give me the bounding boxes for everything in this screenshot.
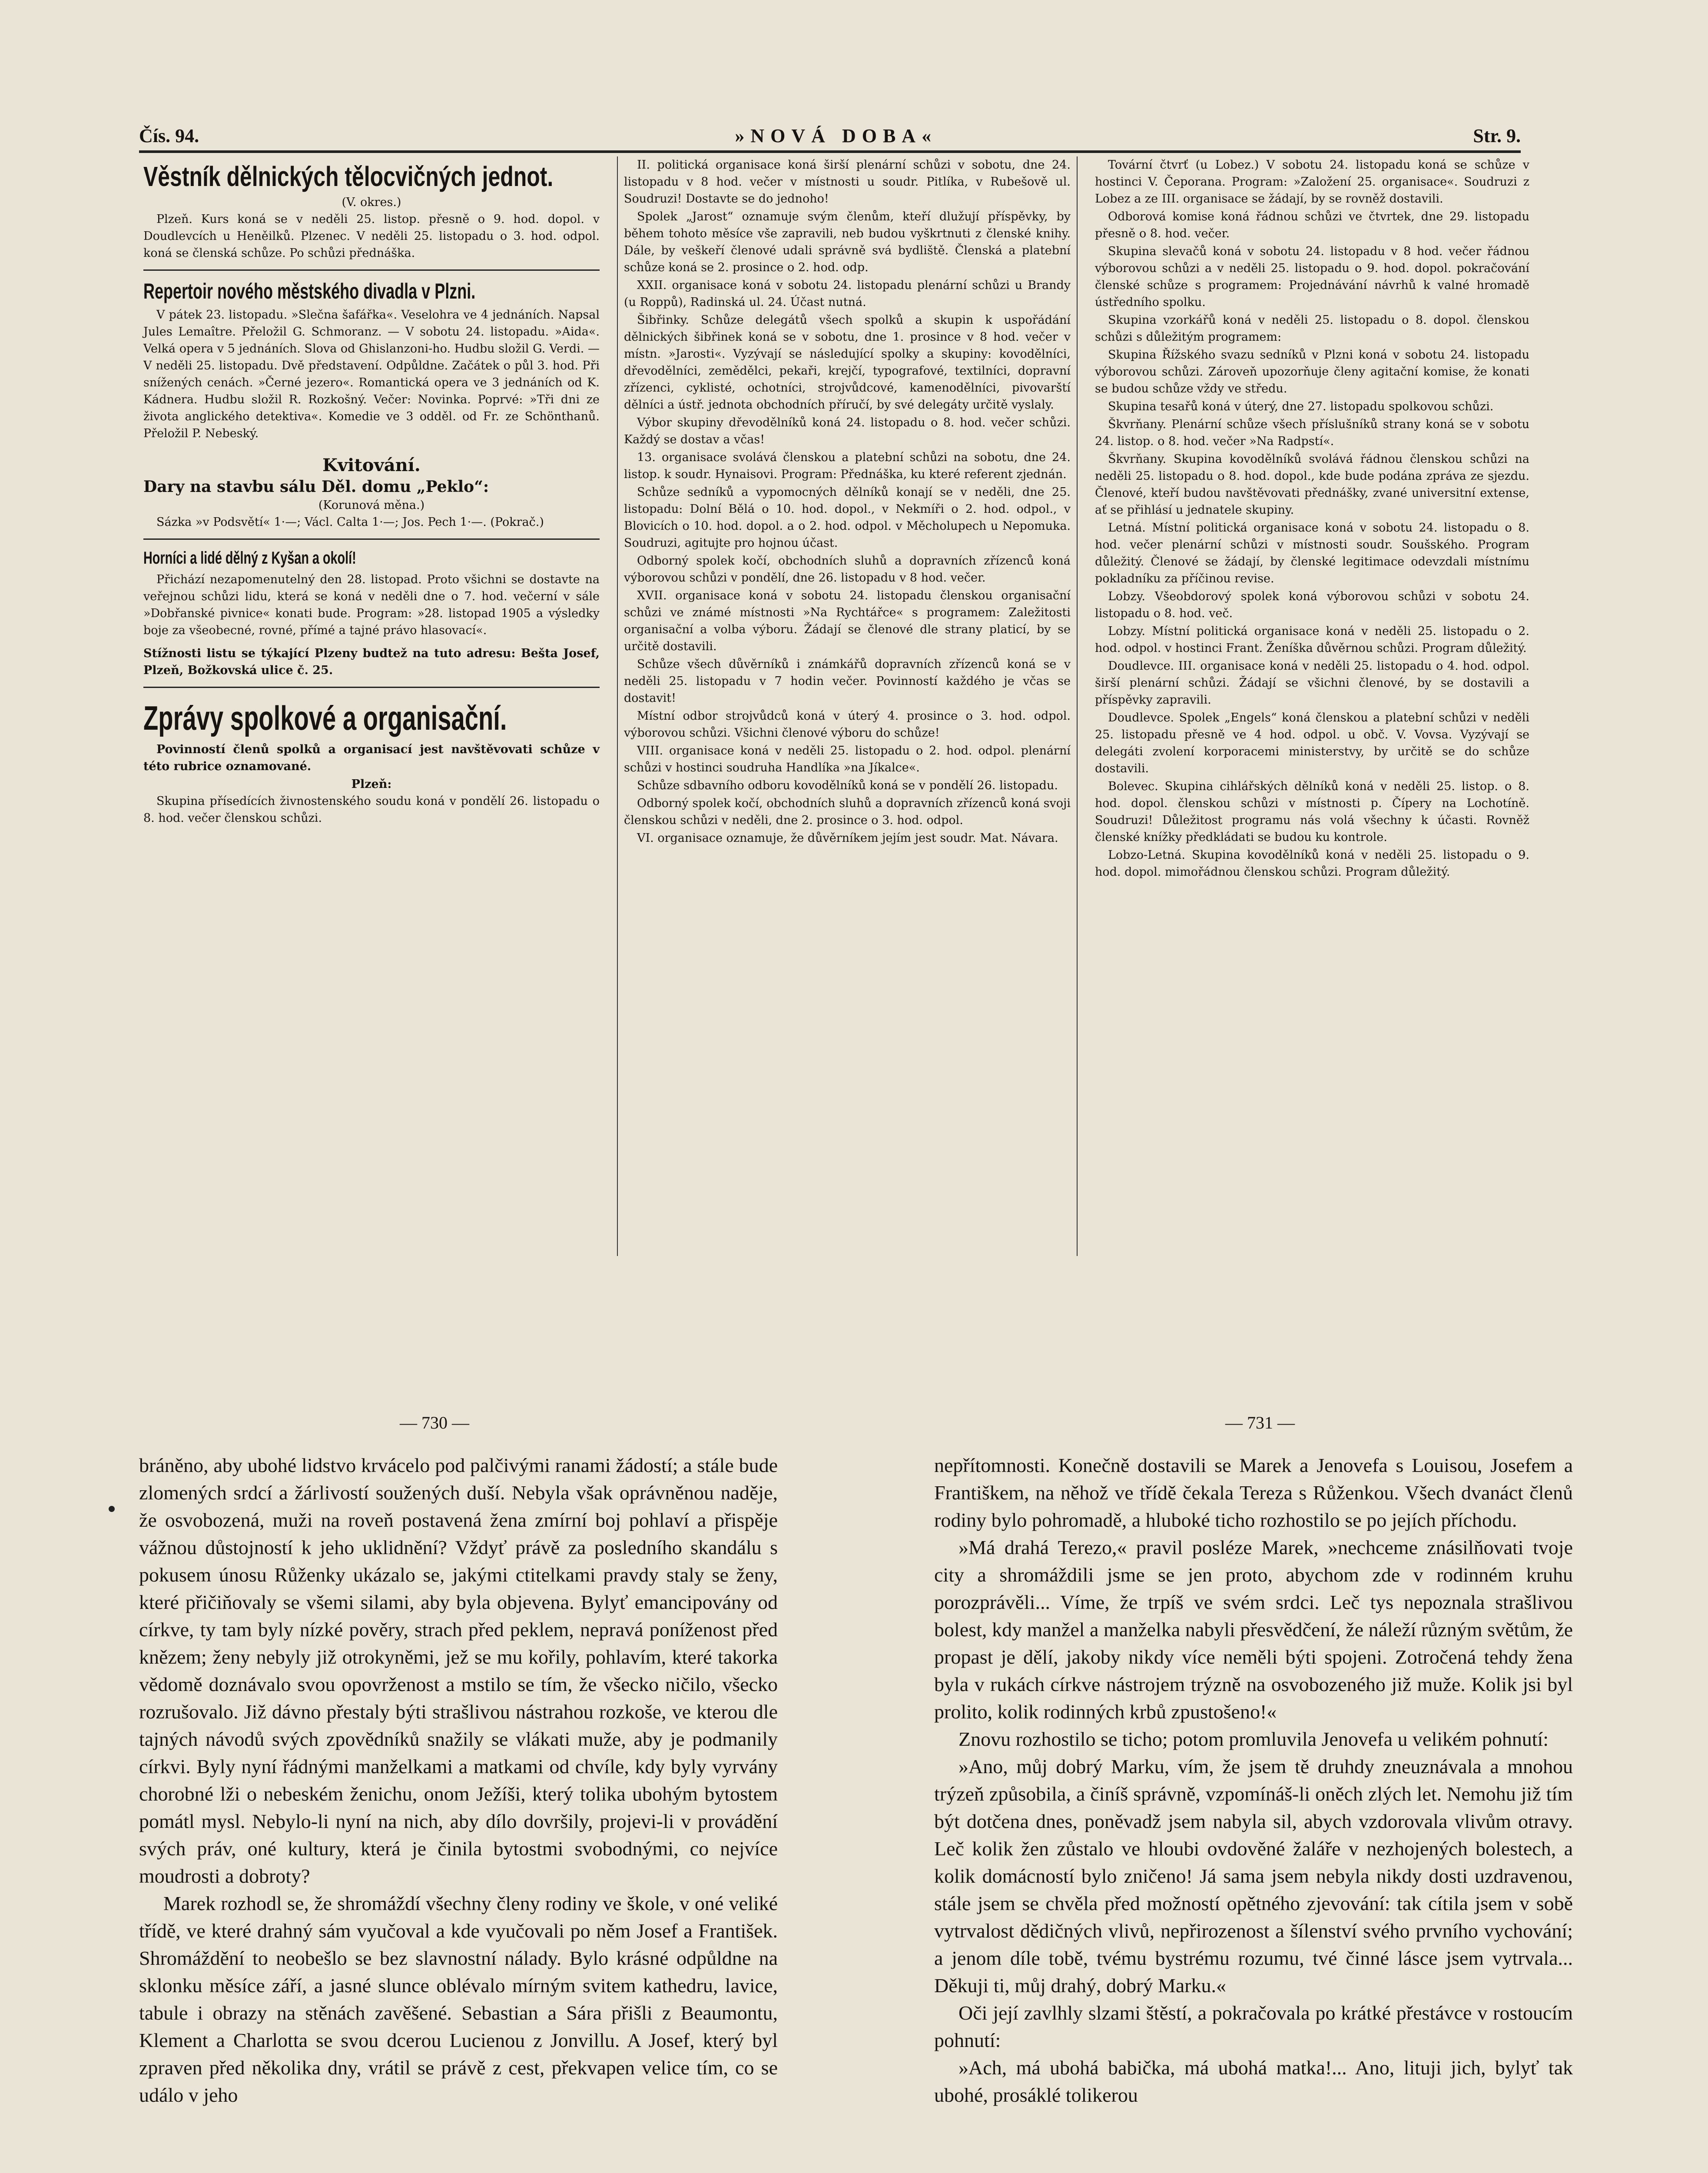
repertoir-heading: Repertoir nového městského divadla v Plzni. xyxy=(143,279,476,303)
book-paragraph: nepřítomnosti. Konečně dostavili se Marek a Jenovefa s Louisou, Josefem a Františkem, na něhož ve třídě čekala Tereza s Růženkou. Všech dvanáct členů rodiny bylo pohromadě, a hluboké ticho rozhostilo se po jejích příchodu. xyxy=(934,1454,1573,1531)
notice-paragraph: Schůze sedníků a vypomocných dělníků konají se v neděli, dne 25. listopadu: Dolní Bělá o 10. hod. dopol., v Nekmíři o 2. hod. odpol., v Blovicích o 10. hod. dopol. a o 2. hod. odpol. v Měcholupech u Nepomuka. Soudruzi, agitujte pro hojnou účast. xyxy=(624,485,1071,550)
column-left xyxy=(143,156,600,827)
notice-paragraph: Škvrňany. Skupina kovodělníků svolává řádnou členskou schůzi na neděli 25. listopadu o 8. hod. dopol., kde bude podána zpráva ze sjezdu. Členové, kteří budou navštěvovati přednášky, zvané universitní extense, ať se přihlásí u jednatele skupiny. xyxy=(1095,452,1529,517)
notice-paragraph: Odborný spolek kočí, obchodních sluhů a dopravních zřízenců koná výborovou schůzi v pondělí, dne 26. listopadu v 8 hod. večer. xyxy=(624,554,1071,585)
zpravy-heading: Zprávy spolkové a organisační. xyxy=(143,699,507,737)
notice-paragraph: Odborová komise koná řádnou schůzi ve čtvrtek, dne 29. listopadu přesně o 8. hod. večer. xyxy=(1095,210,1529,240)
repertoir-text: V pátek 23. listopadu. »Slečna šafářka«. Veselohra ve 4 jednáních. Napsal Jules Lemaître. Přeložil G. Schmoranz. — V sobotu 24. listopadu. »Aida«. Velká opera v 5 jednáních. Slova od Ghislanzoni-ho. Hudbu složil G. Verdi. — V neděli 25. listopadu. Dvě představení. Odpůldne. Začátek o půl 3. hod. Při snížených cenách. »Černé jezero«. Romantická opera ve 3 jednáních od K. Kádnera. Hudbu složil R. Rozkošný. Večer: Novinka. Poprvé: »Tři dni ze života anglického detektiva«. Komedie ve 3 odděl. od Fr. ze Schönthanů. Přeložil P. Nebeský. xyxy=(143,308,600,440)
notice-paragraph: Odborný spolek kočí, obchodních sluhů a dopravních zřízenců koná svoji členskou schůzi v neděli, dne 2. prosince o 3. hod. odpol. xyxy=(624,797,1071,827)
divider xyxy=(143,538,600,540)
book-paragraph: »Má drahá Terezo,« pravil posléze Marek, »nechceme znásilňovati tvoje city a shromáždili jsme se jen proto, abychom zde v rodinném kruhu porozprávěli... Víme, že trpíš ve svém srdci. Leč tys nepoznala strašlivou bolest, kdy manžel a manželka nabyli přesvědčení, že náleží různým světům, že propast je dělí, jakoby nikdy více neměli býti spojeni. Zotročená tehdy žena byla v rukách církve nástrojem trýzně na osvobozeného již muže. Kolik jsi byl prolito, kolik rodinných krbů zpustošeno!« xyxy=(934,1536,1573,1723)
book-page-left xyxy=(139,1452,778,2109)
column-right xyxy=(1095,156,1529,881)
zpravy-text: Skupina přísedících živnostenského soudu koná v pondělí 26. listopadu o 8. hod. večer členskou schůzi. xyxy=(143,794,600,825)
book-paragraph: »Ach, má ubohá babička, má ubohá matka!... Ano, lituji jich, bylyť tak ubohé, prosáklé tolikerou xyxy=(934,2057,1573,2106)
notice-paragraph: Lobzo-Letná. Skupina kovodělníků koná v neděli 25. listopadu o 9. hod. dopol. mimořádnou členskou schůzi. Program důležitý. xyxy=(1095,848,1529,879)
book-page-right xyxy=(934,1452,1573,2109)
divider xyxy=(143,269,600,271)
book-paragraph: Oči její zavlhly slzami štěstí, a pokračovala po krátké přestávce v rostoucím pohnutí: xyxy=(934,2002,1573,2051)
book-paragraph: bráněno, aby ubohé lidstvo krvácelo pod palčivými ranami žádostí; a stále bude zlomených srdcí a žárlivostí soužených duší. Nebyla však oprávněnou naděje, že osvobozená, muži na roveň postavená žena zmírní boj pohlaví a přispěje vážnou důstojností k jeho uklidnění? Vždyť právě za posledního skandálu s pokusem únosu Růženky ukázalo se, jakými ctitelkami pravdy staly se ženy, které přičiňovaly se všemi silami, aby byla objevena. Bylyť emancipovány od církve, ty tam byly nízké pověry, strach před peklem, nepravá poníženost před knězem; ženy nebyly již otrokyněmi, jež se mu kořily, pohlavím, které takorka vědomě doznávalo svou opovrženost a mstilo se tím, že všecko ničilo, všecko rozrušovalo. Již dávno přestaly býti strašlivou nástrahou rozkoše, ve kterou dle tajných návodů svých zpovědníků snažily se vlákati muže, aby je podmanily církvi. Byly nyní řádnými manželkami a matkami od chvíle, kdy byly vyrvány chorobné lži o nebeském ženichu, onom Ježíši, který tolika ubohým bytostem pomátl mysl. Nebylo-li nyní na nich, aby dílo dovršily, projevi-li v provádění svých práv, oné kultury, která je činila bytostmi svobodnými, co nejvíce moudrosti a dobroty? xyxy=(139,1454,778,1887)
dary-heading: Dary na stavbu sálu Děl. domu „Peklo“: xyxy=(143,478,489,496)
issue-number: Čís. 94. xyxy=(139,125,199,146)
notice-paragraph: XXII. organisace koná v sobotu 24. listopadu plenární schůzi u Brandy (u Roppů), Radinská ul. 24. Účast nutná. xyxy=(624,279,1071,309)
book-paragraph: Znovu rozhostilo se ticho; potom promluvila Jenovefa u velikém pohnutí: xyxy=(958,1728,1549,1750)
notice-paragraph: Doudlevce. III. organisace koná v neděli 25. listopadu o 4. hod. odpol. širší plenární schůzi. Žádají se všichni členové, by se dostavili a příspěvky zapravili. xyxy=(1095,659,1529,707)
bullet-dot xyxy=(109,1506,115,1512)
dary-subheading: (Korunová měna.) xyxy=(318,498,425,512)
notice-paragraph: VI. organisace oznamuje, že důvěrníkem jejím jest soudr. Mat. Návara. xyxy=(637,831,1058,845)
vestnik-subheading: (V. okres.) xyxy=(342,196,401,209)
zpravy-plzen: Plzeň: xyxy=(351,777,392,791)
notice-paragraph: II. politická organisace koná širší plenární schůzi v sobotu, dne 24. listopadu v 8 hod. večer v místnosti u soudr. Pitlíka, v Rubešově ul. Soudruzi! Dostavte se do jednoho! xyxy=(624,158,1071,206)
newspaper-title: »NOVÁ DOBA« xyxy=(735,125,938,146)
notice-paragraph: Skupina tesařů koná v úterý, dne 27. listopadu spolkovou schůzi. xyxy=(1108,400,1494,413)
book-page-number-right: — 731 — xyxy=(1225,1413,1295,1432)
notice-paragraph: 13. organisace svolává členskou a platební schůzi na sobotu, dne 24. listop. k soudr. Hynaisovi. Program: Přednáška, ku které referent zjednán. xyxy=(624,451,1071,481)
notice-paragraph: Šibřinky. Schůze delegátů všech spolků a skupin k uspořádání dělnických šibřinek koná se v sobotu, dne 1. prosince v 8 hod. večer v místn. »Jarosti«. Vyzývají se následující spolky a skupiny: kovodělníci, dřevodělníci, zemědělci, pekaři, krejčí, typografové, textilníci, dopravní zřízenci, cyklisté, ochotníci, strojvůdcové, kamenodělníci, pivovarští dělníci a ústř. jednota obchodních příručí, by své delegáty určitě vyslaly. xyxy=(624,313,1071,412)
divider xyxy=(143,687,600,688)
notice-paragraph: Lobzy. Všeobdorový spolek koná výborovou schůzi v sobotu 24. listopadu o 8. hod. več. xyxy=(1095,590,1529,620)
zpravy-intro: Povinností členů spolků a organisací jest navštěvovati schůze v této rubrice oznamované. xyxy=(143,743,600,773)
page-number: Str. 9. xyxy=(1473,125,1521,146)
notice-paragraph: XVII. organisace koná v sobotu 24. listopadu členskou organisační schůzi ve známé místnosti »Na Rychtářce« s programem: Zaležitosti organisační a volba výboru. Žádají se členové dle strany platicí, by se určitě dostavili. xyxy=(624,589,1071,653)
kvitovani-heading: Kvitování. xyxy=(322,455,421,475)
notice-paragraph: Skupina slevačů koná v sobotu 24. listopadu v 8 hod. večer řádnou výborovou schůzi a v neděli 25. listopadu o 9. hod. dopol. pokračování členské schůze s programem: Projednávání návrhů k valné hromadě ústředního spolku. xyxy=(1095,245,1529,309)
notice-paragraph: Škvrňany. Plenární schůze všech příslušníků strany koná se v sobotu 24. listop. o 8. hod. večer »Na Radpstí«. xyxy=(1095,418,1529,448)
hornici-text: Přichází nezapomenutelný den 28. listopad. Proto všichni se dostavte na veřejnou schůzi lidu, která se koná v neděli dne o 7. hod. večerní v sále »Dobřanské pivnice« konati bude. Program: »28. listopad 1905 a výsledky boje za všeobecné, rovné, přímé a tajné právo hlasovací«. xyxy=(143,573,600,637)
notice-paragraph: Doudlevce. Spolek „Engels“ koná členskou a platební schůzi v neděli 25. listopadu přesně ve 4 hod. odpol. u obč. V. Vovsa. Vyzývají se delegáti zvolení korporacemi ministerstvy, by určitě se do schůze dostavili. xyxy=(1095,711,1529,775)
book-paragraph: »Ano, můj dobrý Marku, vím, že jsem tě druhdy zneuznávala a mnohou trýzeň způsobila, a činíš správně, vzpomínáš-li oněch zlých let. Nemohu již tím být dotčena dnes, poněvadž jsem nabyla sil, abych vzdorovala vlivům otravy. Leč kolik žen zůstalo ve hloubi ovdověné žaláře v nezhojených bolestech, a kolik domácností bylo zničeno! Já sama jsem nebyla nikdy dosti uzdravenou, stále jsem se chvěla před možností opětného zjevování: tak cítila jsem v sobě vytrvalost dědičných vlivů, nepřirozenost a šílenství svého prvního vychování; a jenom díle tobě, tvému bystrému rozumu, tvé činné lásce jsem vytrvala... Děkuji ti, můj drahý, dobrý Marku.« xyxy=(934,1755,1573,1997)
hornici-heading: Horníci a lidé dělný z Kyšan a okolí! xyxy=(143,548,356,568)
vestnik-text: Plzeň. Kurs koná se v neděli 25. listop. přesně o 9. hod. dopol. v Doudlevcích u Heněilků. Plzenec. V neděli 25. listopadu o 3. hod. odpol. koná se členská schůze. Po schůzi přednáška. xyxy=(143,213,600,260)
notice-paragraph: Skupina Řížského svazu sedníků v Plzni koná v sobotu 24. listopadu výborovou schůzi. Zároveň upozorňuje členy agitační komise, že konati se budou schůze vždy ve středu. xyxy=(1095,348,1529,395)
notice-paragraph: Letná. Místní politická organisace koná v sobotu 24. listopadu o 8. hod. večer plenární schůzi v místnosti soudr. Soušského. Program důležitý. Členové se žádají, by členské legitimace odevzdali místnímu pokladníku za příčinou revise. xyxy=(1095,521,1529,585)
notice-paragraph: Tovární čtvrť (u Lobez.) V sobotu 24. listopadu koná se schůze v hostinci V. Čeporana. Program: »Založení 25. organisace«. Soudruzi z Lobez a ze III. organisace se žádají, by se rovněž dostavili. xyxy=(1095,158,1529,206)
notice-paragraph: Schůze sdbavního odboru kovodělníků koná se v pondělí 26. listopadu. xyxy=(637,779,1058,792)
notice-paragraph: Spolek „Jarost“ oznamuje svým členům, kteří dlužují příspěvky, by během tohoto měsíce vše zapravili, neb budou vyškrtnuti z členské knihy. Dále, by veškeří členové udali správně svá bydliště. Členská a platební schůze koná se 2. prosince o 2. hod. odp. xyxy=(624,210,1071,274)
dary-text: Sázka »v Podsvětí« 1·—; Václ. Calta 1·—; Jos. Pech 1·—. (Pokrač.) xyxy=(156,515,544,529)
notice-paragraph: Schůze všech důvěrníků i známkářů dopravních zřízenců koná se v neděli 25. listopadu v 7 hodin večer. Povinností každého je včas se dostavit! xyxy=(624,658,1071,705)
page-header xyxy=(139,112,1521,153)
stiznosti-notice: Stížnosti listu se týkající Plzeny budtež na tuto adresu: Bešta Josef, Plzeň, Božkovská ulice č. 25. xyxy=(143,647,600,677)
notice-paragraph: Skupina vzorkářů koná v neděli 25. listopadu o 8. dopol. členskou schůzi s důležitým programem: xyxy=(1095,313,1529,344)
notice-paragraph: Místní odbor strojvůdců koná v úterý 4. prosince o 3. hod. odpol. výborovou schůzi. Všichni členové výboru do schůze! xyxy=(624,709,1071,740)
notice-paragraph: Výbor skupiny dřevodělníků koná 24. listopadu o 8. hod. večer schůzi. Každý se dostav a včas! xyxy=(624,416,1071,446)
notice-paragraph: Lobzy. Místní politická organisace koná v neděli 25. listopadu o 2. hod. odpol. v hostinci Frant. Ženíška důvěrnou schůzi. Program důležitý. xyxy=(1095,625,1529,655)
book-page-number-left: — 730 — xyxy=(400,1413,469,1432)
notice-paragraph: Bolevec. Skupina cihlářských dělníků koná v neděli 25. listop. o 8. hod. dopol. členskou schůzi v místnosti p. Čípery na Lochotíně. Soudruzi! Důležitost programu nás volá všechny k účasti. Rovněž členské knížky předkládati se budou ku kontrole. xyxy=(1095,780,1529,844)
column-middle xyxy=(617,156,1078,1256)
notice-paragraph: VIII. organisace koná v neděli 25. listopadu o 2. hod. odpol. plenární schůzi v hostinci soudruha Handlíka »na Jíkalce«. xyxy=(624,744,1071,774)
vestnik-heading: Věstník dělnických tělocvičných jednot. xyxy=(143,161,554,192)
book-paragraph: Marek rozhodl se, že shromáždí všechny členy rodiny ve škole, v oné veliké třídě, ve které drahný sám vyučoval a kde vyučovali po něm Josef a František. Shromáždění to neobešlo se bez slavnostní nálady. Bylo krásné odpůldne na sklonku měsíce září, a jasné slunce oblévalo mírným svitem kathedru, lavice, tabule i obrazy na stěnách zavěšené. Sebastian a Sára přišli z Beaumontu, Klement a Charlotta se svou dcerou Lucienou z Jonvillu. A Josef, který byl zpraven před několika dny, vrátil se právě z cest, překvapen velice tím, co se událo v jeho xyxy=(139,1892,778,2106)
